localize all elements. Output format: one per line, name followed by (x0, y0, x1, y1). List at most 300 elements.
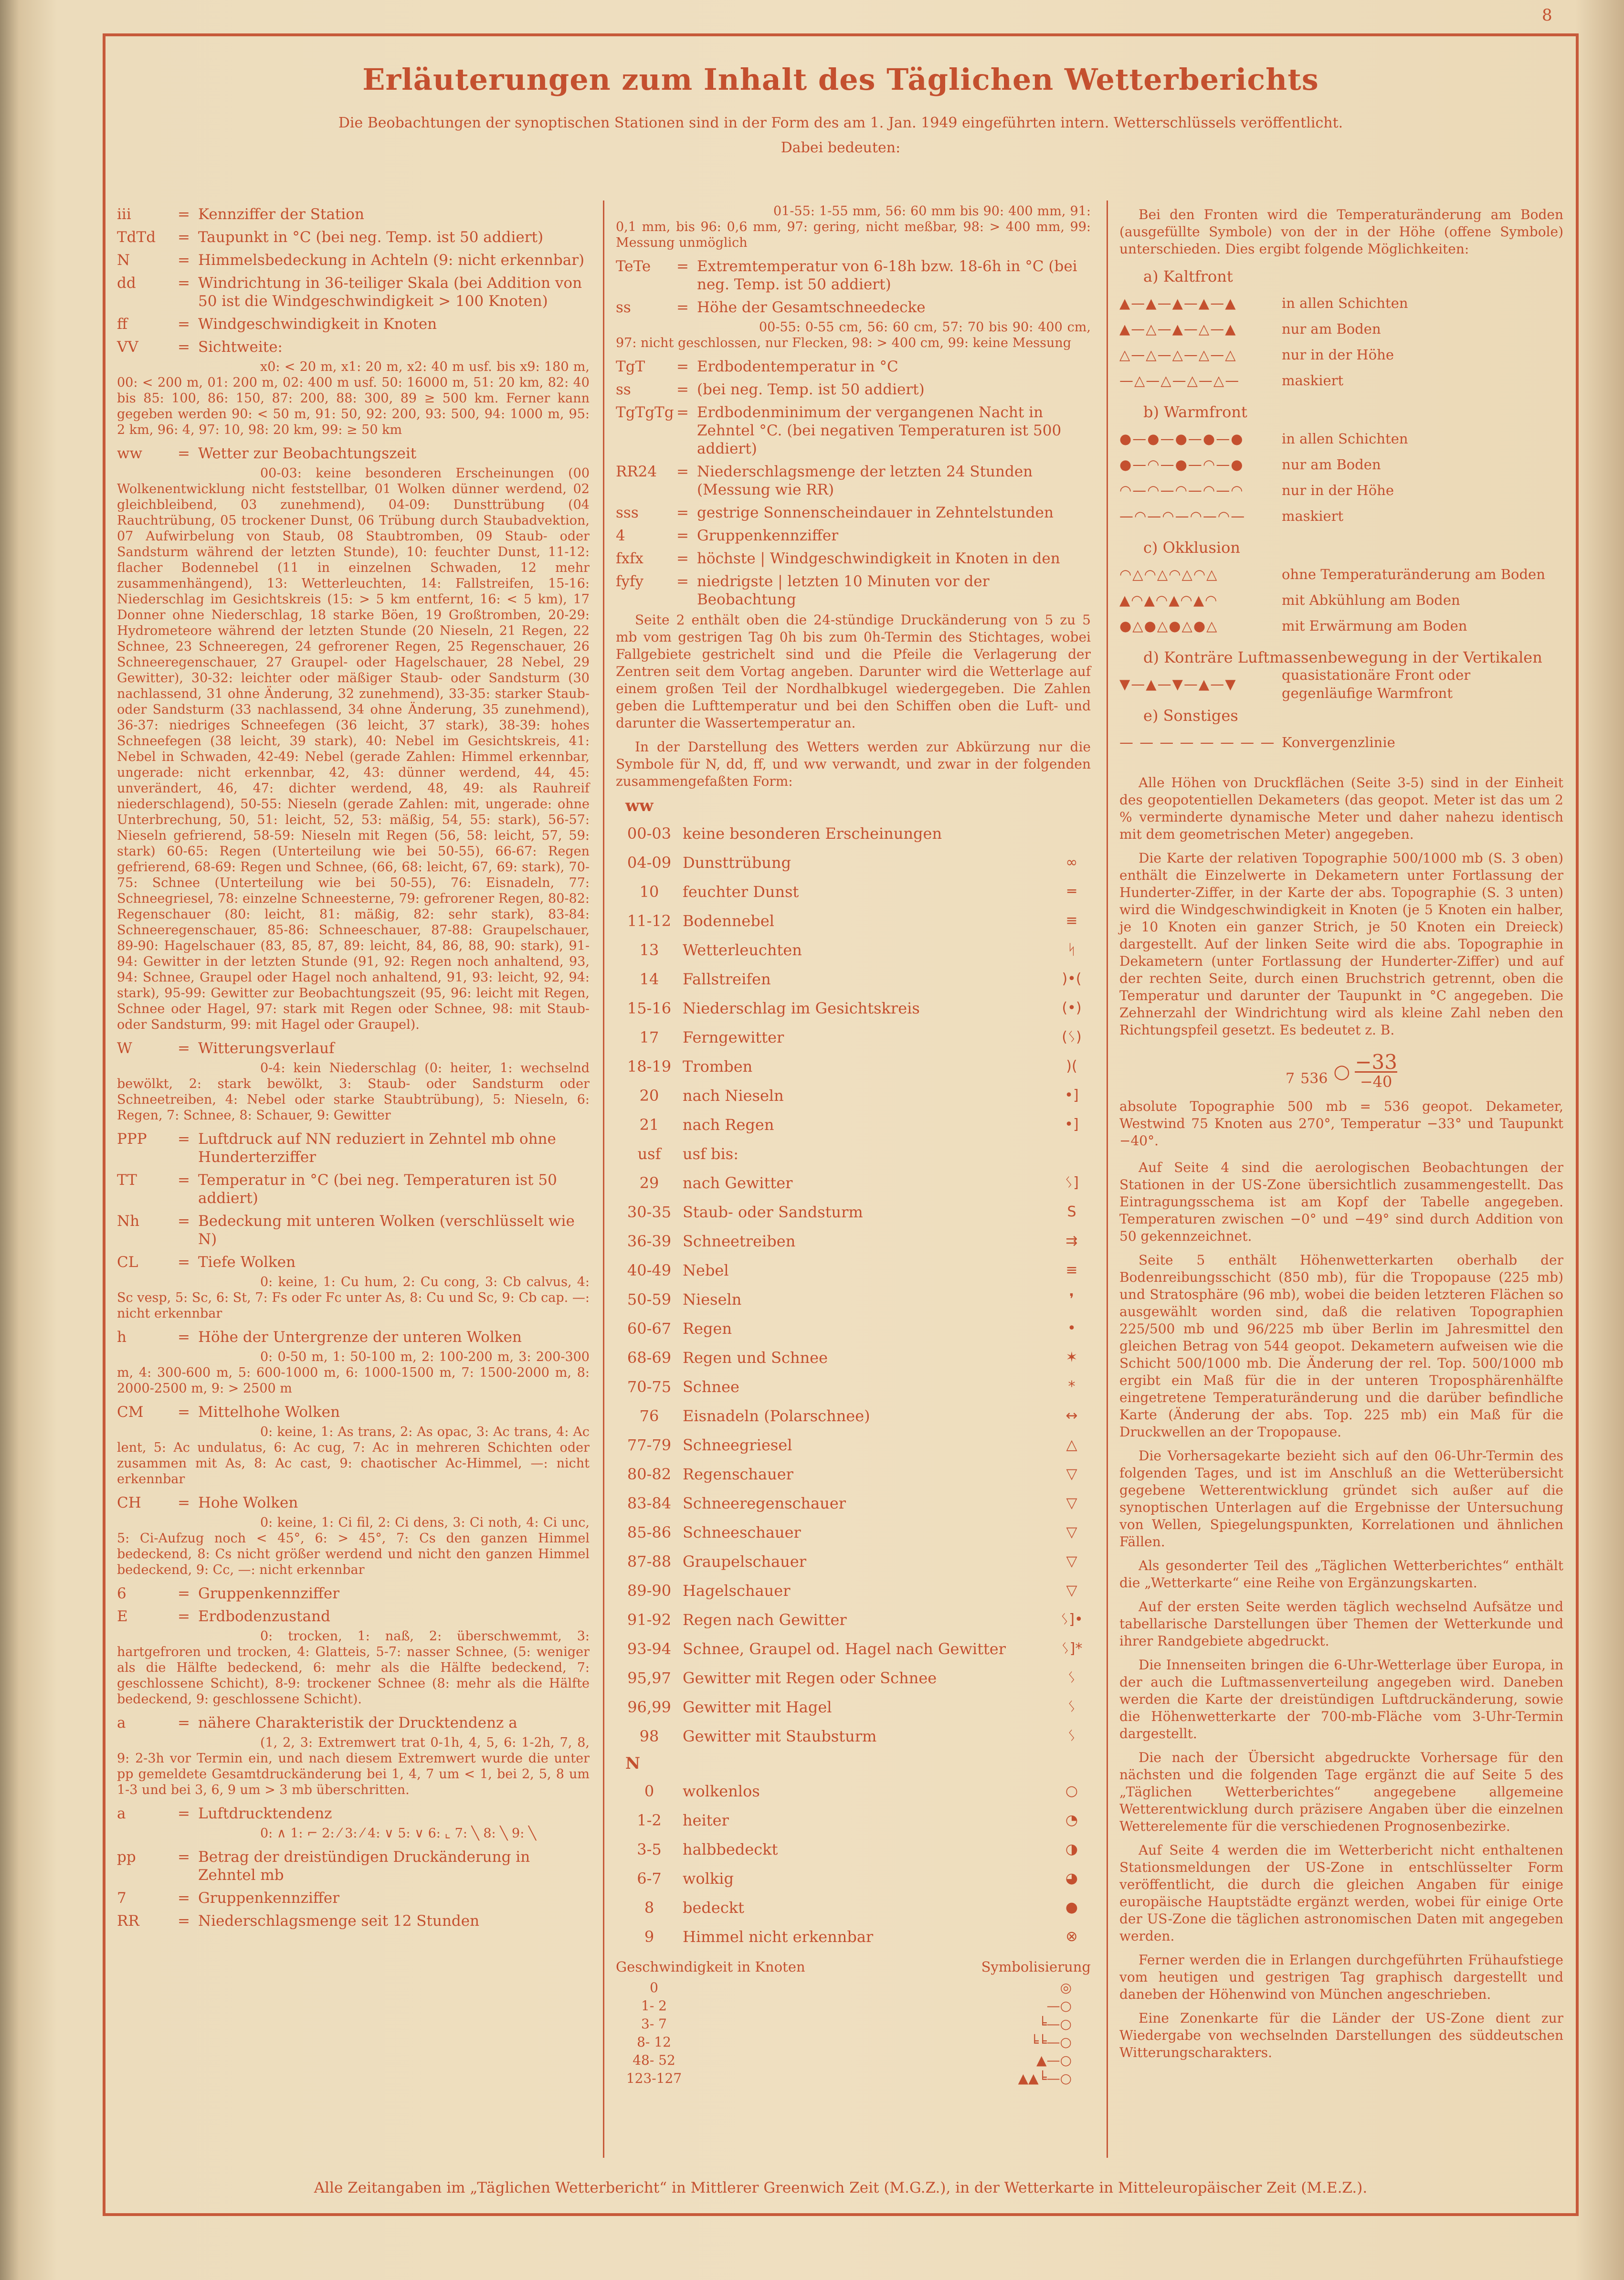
front-legend-text: nur am Boden (1282, 456, 1381, 473)
front-legend-text: mit Erwärmung am Boden (1282, 618, 1467, 634)
legend-row (616, 935, 1091, 964)
legend-row (616, 1314, 1091, 1343)
definition-row (616, 380, 1091, 399)
legend-row (616, 1256, 1091, 1285)
wind-legend-row (616, 2033, 1091, 2051)
front-symbol-icon: ●△●△●△●△ (1119, 618, 1218, 634)
wind-legend-row (616, 2015, 1091, 2033)
front-legend-row (1119, 561, 1563, 587)
definition-code: W (117, 1040, 132, 1057)
front-symbol-icon: ●—●—●—●—● (1119, 431, 1244, 447)
front-legend-text: maskiert (1282, 508, 1344, 524)
definition-text: Höhe der Untergrenze der unteren Wolken (198, 1329, 522, 1346)
weather-symbol-icon: ▽ (1066, 1465, 1077, 1482)
front-type-heading: b) Warmfront (1143, 403, 1247, 421)
legend-row (616, 1052, 1091, 1081)
legend-text: Hagelschauer (683, 1581, 791, 1600)
definition-row (616, 504, 1091, 522)
legend-text: Schnee (683, 1377, 739, 1396)
wind-legend-header (616, 1958, 1091, 1976)
front-legend-row (1119, 667, 1563, 701)
legend-text: Dunsttrübung (683, 853, 791, 872)
legend-code: 6-7 (637, 1869, 662, 1888)
definition-code: pp (117, 1848, 136, 1866)
front-symbol-icon: —△—△—△—△— (1119, 372, 1240, 389)
front-symbol-icon: ◠—◠—◠—◠—◠ (1119, 482, 1244, 498)
weather-symbol-icon: ≡ (1065, 1261, 1078, 1278)
definition-row (616, 358, 1091, 376)
front-legend-row (1119, 613, 1563, 639)
definition-detail: 0: ∧ 1: ⌐ 2: ⁄ 3: ⁄ 4: ∨ 5: ∨ 6: ⌞ 7: ╲ 8: ╲ 9: ╲ (260, 1826, 537, 1841)
equals-sign: = (178, 1585, 190, 1602)
legend-code: 95,97 (627, 1668, 671, 1687)
definition-detail: 0: keine, 1: Ci fil, 2: Ci dens, 3: Ci noth, 4: Ci unc, 5: Ci-Aufzug noch < 45°, 6: > 45°, 7: Cs den ganzen Himmel bedeckend, 8: Cs nicht größer werdend und nicht den ganzen Himmel bedeckend, 9: Cc, —: nicht erkennbar (117, 1515, 590, 1577)
front-legend-row (1119, 587, 1563, 613)
legend-row (616, 1139, 1091, 1168)
weather-symbol-icon: ᛊ (1067, 1727, 1076, 1744)
definition-code: PPP (117, 1130, 147, 1148)
legend-code: 91-92 (627, 1610, 672, 1629)
front-legend-text: maskiert (1282, 372, 1344, 389)
definition-text: Höhe der Gesamtschneedecke (697, 299, 926, 316)
front-legend-row (1119, 316, 1563, 342)
legend-text: Regen nach Gewitter (683, 1610, 847, 1629)
wind-barb-icon: —○ (1046, 1998, 1072, 2014)
legend-text: Gewitter mit Staubsturm (683, 1727, 877, 1745)
definition-text: Taupunkt in °C (bei neg. Temp. ist 50 addiert) (198, 229, 544, 246)
definition-text: Niederschlagsmenge seit 12 Stunden (198, 1912, 480, 1930)
column-divider-2 (1107, 201, 1108, 2158)
weather-symbol-icon: ⇉ (1065, 1232, 1078, 1249)
wind-legend-row (616, 1979, 1091, 1997)
definition-code: 7 (117, 1889, 127, 1907)
legend-code: 18-19 (627, 1057, 672, 1076)
legend-code: 1-2 (637, 1811, 662, 1829)
definition-text: gestrige Sonnenscheindauer in Zehntelstunden (697, 504, 1054, 521)
weather-symbol-icon: ⊗ (1065, 1928, 1078, 1945)
seite2-text: Seite 2 enthält oben die 24-stündige Druckänderung von 5 zu 5 mb vom gestrigen Tag 0h bis zum 0h-Termin des Stichtages, wobei Fallgebiete gestrichelt sind und die Pfeile die Verlagerung der Zentren seit dem Vortag angeben. Darunter wird die Wetterlage auf einem großen Teil der Nordhalbkugel wiedergegeben. Die Zahlen geben die Lufttemperatur und bei den Schiffen oben die Luft- und darunter die Wassertemperatur an. (616, 612, 1091, 731)
definition-row (117, 1607, 590, 1626)
ww-legend-label: ww (625, 796, 654, 815)
definition-text: Kennziffer der Station (198, 206, 364, 223)
equals-sign: = (676, 258, 689, 275)
front-legend-text: quasistationäre Front oder gegenläufige Warmfront (1282, 667, 1471, 701)
legend-row (616, 1226, 1091, 1256)
legend-row (616, 877, 1091, 906)
definition-row (117, 1494, 590, 1512)
legend-code: 29 (639, 1173, 659, 1192)
weather-symbol-icon: (ᛊ) (1062, 1028, 1082, 1045)
legend-text: Graupelschauer (683, 1552, 807, 1571)
definition-text: Witterungsverlauf (198, 1040, 335, 1057)
weather-symbol-icon: ᛊ]* (1061, 1640, 1083, 1657)
front-legend-row (1119, 342, 1563, 368)
legend-row (616, 848, 1091, 877)
definition-row (117, 338, 590, 356)
equals-sign: = (178, 1805, 190, 1822)
legend-row (616, 819, 1091, 848)
ww-code: ww (117, 445, 143, 462)
body-paragraph: Seite 5 enthält Höhenwetterkarten oberhalb der Bodenreibungsschicht (850 mb), für die Tropopause (225 mb) und Stratosphäre (96 mb), wobei die beiden letzteren Flächen so ausgewählt worden sind, daß die relativen Topographien 225/500 mb und 96/225 mb über Berlin im Jahresmittel den gleichen Betrag von 544 geopot. Dekametern aufweisen wie die Schicht 500/1000 mb. Die Änderung der rel. Top. 500/1000 mb ergibt ein Maß für die in der unteren Troposphärenhälfte eingetretene Temperaturänderung und die darüber befindliche Karte (Änderung der abs. Top. 225 mb) ein Maß für die Druckwellen an der Tropopause. (1119, 1252, 1563, 1440)
weather-symbol-icon: )•( (1062, 970, 1082, 987)
equals-sign: = (178, 206, 190, 223)
legend-text: Gewitter mit Hagel (683, 1698, 832, 1716)
legend-text: Regen (683, 1319, 732, 1338)
ww-def: Wetter zur Beobachtungszeit (198, 445, 417, 462)
definition-code: 4 (616, 527, 625, 544)
wind-speed-code: 123-127 (626, 2070, 682, 2086)
legend-row (616, 1081, 1091, 1110)
legend-row (616, 1805, 1091, 1835)
legend-text: feuchter Dunst (683, 882, 799, 901)
definition-row (117, 1130, 590, 1166)
body-paragraph: Eine Zonenkarte für die Länder der US-Zone dient zur Wiedergabe von wechselnden Darstellungen des süddeutschen Witterungscharakters. (1119, 2010, 1563, 2060)
definition-text: Tiefe Wolken (198, 1254, 296, 1271)
legend-code: 8 (644, 1898, 654, 1917)
legend-row (616, 1343, 1091, 1372)
legend-row (616, 1864, 1091, 1893)
legend-text: nach Regen (683, 1115, 774, 1134)
equals-sign: = (178, 1130, 190, 1148)
legend-text: Tromben (683, 1057, 753, 1076)
definition-row (117, 315, 590, 333)
example-wind-number: 7 (1286, 1070, 1295, 1087)
legend-row (616, 906, 1091, 935)
weather-symbol-icon: ○ (1065, 1782, 1078, 1799)
definition-detail: 0: trocken, 1: naß, 2: überschwemmt, 3: hartgefroren und trocken, 4: Glatteis, 5-7: nasser Schnee, (5: weniger als die Hälfte bedeckend, 6: mehr als die Hälfte bedeckend, 7: geschlossene Schicht), 8-9: trockener Schnee (8: mehr als die Hälfte bedeckend, 9: geschlossene Schicht). (117, 1629, 590, 1707)
definition-code: TeTe (616, 258, 651, 275)
definition-row (616, 257, 1091, 294)
front-symbol-icon: ▼—▲—▼—▲—▼ (1119, 676, 1237, 692)
legend-text: nach Gewitter (683, 1173, 793, 1192)
legend-code: 76 (639, 1406, 659, 1425)
legend-code: 04-09 (627, 853, 672, 872)
front-legend-row (1119, 452, 1563, 477)
body-paragraph: Ferner werden die in Erlangen durchgeführten Frühaufstiege vom heutigen und gestrigen Tag graphisch dargestellt und daneben der Höhenwind von München angeschrieben. (1119, 1952, 1563, 2002)
legend-code: 93-94 (627, 1639, 672, 1658)
legend-row (616, 1835, 1091, 1864)
definition-text: Bedeckung mit unteren Wolken (verschlüsselt wie N) (198, 1213, 575, 1248)
definition-row (117, 1912, 590, 1930)
wind-barb-icon: ╘╘—○ (1030, 2034, 1072, 2050)
definition-row (117, 1171, 590, 1207)
legend-row (616, 1372, 1091, 1401)
definition-code: Nh (117, 1213, 140, 1230)
definition-row (616, 298, 1091, 317)
definition-code: dd (117, 274, 136, 292)
weather-symbol-icon: ᛋ (1067, 941, 1076, 958)
example-dewpoint: −40 (1360, 1072, 1392, 1091)
ww-text: 00-03: keine besonderen Erscheinungen (00 Wolkenentwicklung nicht feststellbar, 01 Wolken dünner werdend, 02 gleichbleibend, 03 zunehmend), 04-09: Dunsttrübung (04 Rauchtrübung, 05 trockener Dunst, 06 Trübung durch Staubadvektion, 07 Aufwirbelung von Staub, 08 Staubtromben, 09 Staub- oder Sandsturm während der letzten Stunde), 10: feuchter Dunst, 11-12: flacher Bodennebel (11 in einzelnen Schwaden, 12 mehr zusammenhängend), 13: Wetterleuchten, 14: Fallstreifen, 15-16: Niederschlag im Gesichtskreis (15: > 5 km entfernt, 16: < 5 km), 17 Donner ohne Niederschlag, 18 starke Böen, 19 Großtromben, 20-29: Hydrometeore während der letzten Stunde (20 Nieseln, 21 Regen, 22 Schnee, 23 Schneeregen, 24 gefrorener Regen, 25 Regenschauer, 26 Schneeregenschauer, 27 Graupel- oder Hagelschauer, 28 Nebel, 29 Gewitter), 30-32: leichter oder mäßiger Staub- oder Sandsturm (30 nachlassend, 31 ohne Änderung, 32 zunehmend), 33-35: starker Staub- oder Sandsturm (33 nachlassend, 34 ohne Änderung, 35 zunehmend), 36-37: niedriges Schneefegen (36 leicht, 37 stark), 38-39: hohes Schneefegen (38 leicht, 39 stark), 40: Nebel im Gesichtskreis, 41: Nebel in Schwaden, 42-49: Nebel (gerade Zahlen: Himmel erkennbar, ungerade: nicht erkennbar, 42, 43: dünner werdend, 44, 45: unverändert, 46, 47: dichter werdend, 48, 49: als Rauhreif niederschlagend), 50-55: Nieseln (gerade Zahlen: mit, ungerade: ohne Unterbrechung, 50, 51: leicht, 52, 53: mäßig, 54, 55: stark), 56-57: Nieseln gefrierend, 58-59: Nieseln mit Regen (56, 58: leicht, 57, 59: stark) 60-65: Regen (Unterteilung wie bei 50-55), 66-67: Regen gefrierend, 68-69: Regen und Schnee, (66, 68: leicht, 67, 69: stark), 70-75: Schnee (Unterteilung wie bei 50-55), 76: Eisnadeln, 77: Schneegriesel, 78: einzelne Schneesterne, 79: gefrorener Regen, 80-82: Regenschauer (80: leicht, 81: mäßig, 82: sehr stark), 83-84: Schneeregenschauer, 85-86: Schneeschauer, 87-88: Graupelschauer, 89-90: Hagelschauer (83, 85, 87, 89: leicht, 84, 86, 88, 90: stark), 91-94: Gewitter in der letzten Stunde (91, 92: Regen noch anhaltend, 93, 94: Schnee, Graupel oder Hagel noch anhaltend, 91, 93: leicht, 92, 94: stark), 95-99: Gewitter zur Beobachtungszeit (95, 96: leicht mit Regen, Schnee oder Hagel, 97: stark mit Regen oder Schnee, 98: mit Staub- oder Sandsturm, 99: mit Hagel oder Graupel). (117, 466, 590, 1032)
definition-text: Extremtemperatur von 6-18h bzw. 18-6h in °C (bei neg. Temp. ist 50 addiert) (697, 258, 1077, 293)
column-left (117, 201, 590, 1933)
legend-text: Schneeschauer (683, 1523, 801, 1541)
definition-row (117, 1039, 590, 1057)
front-symbol-icon: ◠△◠△◠△◠△ (1119, 566, 1218, 582)
front-legend-text: ohne Temperaturänderung am Boden (1282, 566, 1545, 582)
definition-text: Betrag der dreistündigen Druckänderung in Zehntel mb (198, 1848, 530, 1884)
front-legend-text: nur in der Höhe (1282, 347, 1394, 363)
front-legend-text: in allen Schichten (1282, 431, 1408, 447)
legend-text: wolkig (683, 1869, 734, 1888)
wind-speed-code: 3- 7 (641, 2016, 667, 2032)
legend-text: Schnee, Graupel od. Hagel nach Gewitter (683, 1639, 1006, 1658)
front-legend-row (1119, 503, 1563, 529)
equals-sign: = (676, 573, 689, 590)
definition-row (616, 527, 1091, 545)
equals-sign: = (676, 381, 689, 398)
definition-row (117, 1403, 590, 1421)
front-symbol-icon: ▲—▲—▲—▲—▲ (1119, 295, 1237, 311)
legend-row (616, 1634, 1091, 1663)
definition-text: Gruppenkennziffer (697, 527, 839, 544)
definition-row (117, 1714, 590, 1732)
legend-row (616, 1168, 1091, 1197)
legend-text: Himmel nicht erkennbar (683, 1927, 874, 1946)
legend-text: Gewitter mit Regen oder Schnee (683, 1668, 937, 1687)
column-middle (616, 201, 1091, 2088)
footer-note: Alle Zeitangaben im „Täglichen Wetterbericht“ in Mittlerer Greenwich Zeit (M.G.Z.), in der Wetterkarte in Mitteleuropäischer Zeit (M.E.Z.). (314, 2179, 1368, 2196)
body-paragraph: Die nach der Übersicht abgedruckte Vorhersage für den nächsten und die folgenden Tage ergänzt die auf Seite 5 des „Täglichen Wetterberichtes“ angegebene allgemeine Wetterentwicklung durch präzisere Angaben über die einzelnen Wetterelemente für die verschiedenen Prognosenbezirke. (1119, 1750, 1563, 1834)
legend-row (616, 1401, 1091, 1430)
legend-code: 98 (639, 1727, 659, 1745)
legend-code: 0 (644, 1782, 654, 1800)
weather-symbol-icon: △ (1066, 1436, 1077, 1453)
definition-row (117, 1848, 590, 1884)
equals-sign: = (676, 504, 689, 521)
definition-code: iii (117, 206, 131, 223)
definition-code: fxfx (616, 550, 643, 567)
definition-text: Windgeschwindigkeit in Knoten (198, 316, 437, 333)
legend-code: usf (637, 1144, 661, 1163)
fronts-legend (1119, 267, 1563, 755)
legend-code: 21 (639, 1115, 659, 1134)
definition-code: ss (616, 299, 631, 316)
equals-sign: = (178, 229, 190, 246)
equals-sign: = (178, 1040, 190, 1057)
equals-sign: = (178, 338, 190, 356)
definition-text: niedrigste | letzten 10 Minuten vor der Beobachtung (697, 573, 990, 608)
weather-symbol-icon: ↔ (1065, 1407, 1078, 1424)
definition-text: Erdbodenzustand (198, 1608, 330, 1625)
wind-speed-code: 0 (650, 1980, 658, 1995)
definition-text: Gruppenkennziffer (198, 1585, 340, 1602)
legend-code: 11-12 (627, 911, 672, 930)
legend-code: 83-84 (627, 1494, 672, 1512)
legend-code: 60-67 (627, 1319, 672, 1338)
legend-row (616, 1721, 1091, 1751)
front-symbol-icon: ▲—△—▲—△—▲ (1119, 321, 1237, 337)
wind-speed-code: 48- 52 (633, 2052, 675, 2068)
equals-sign: = (178, 274, 190, 292)
column-right (1119, 201, 1563, 2068)
front-symbol-icon: ▲◠▲◠▲◠▲◠ (1119, 592, 1218, 608)
body-paragraph: Als gesonderter Teil des „Täglichen Wetterberichtes“ enthält die „Wetterkarte“ eine Reihe von Ergänzungskarten. (1119, 1558, 1563, 1591)
legend-row (616, 1547, 1091, 1576)
definition-code: VV (117, 338, 138, 356)
definition-text: Mittelhohe Wolken (198, 1404, 340, 1421)
equals-sign: = (178, 252, 190, 269)
legend-row (616, 993, 1091, 1023)
body-paragraph: Auf Seite 4 werden die im Wetterbericht nicht enthaltenen Stationsmeldungen der US-Zone in entschlüsselter Form veröffentlicht, die durch die gleichen Angaben für einige europäische Hauptstädte ergänzt werden, wobei für einige Orte der US-Zone die täglichen astronomischen Daten mit angegeben werden. (1119, 1842, 1563, 1944)
front-symbol-icon: — — — — — — — — (1119, 734, 1276, 750)
definition-row (117, 1328, 590, 1346)
equals-sign: = (676, 550, 689, 567)
definition-code: a (117, 1805, 126, 1822)
legend-code: 30-35 (627, 1203, 672, 1221)
wind-barb-icon: ◎ (1060, 1980, 1072, 1995)
legend-code: 14 (639, 970, 659, 988)
legend-text: heiter (683, 1811, 729, 1829)
definition-text: Windrichtung in 36-teiliger Skala (bei Addition von 50 ist die Windgeschwindigkeit > 100 Knoten) (198, 274, 582, 310)
wind-header-left: Geschwindigkeit in Knoten (616, 1959, 805, 1975)
page-title: Erläuterungen zum Inhalt des Täglichen Wetterberichts (362, 62, 1319, 97)
definition-code: E (117, 1608, 128, 1625)
weather-symbol-icon: ∞ (1065, 854, 1078, 871)
legend-text: bedeckt (683, 1898, 745, 1917)
definition-detail: 0-4: kein Niederschlag (0: heiter, 1: wechselnd bewölkt, 2: stark bewölkt, 3: Staub- oder Sandsturm oder Schneetreiben, 4: Nebel oder starke Staubtrübung), 5: Nieseln, 6: Regen, 7: Schnee, 8: Schauer, 9: Gewitter (117, 1061, 590, 1123)
definition-row (117, 1584, 590, 1603)
weather-symbol-icon: •] (1065, 1087, 1079, 1104)
legend-code: 85-86 (627, 1523, 672, 1541)
front-legend-row (1119, 477, 1563, 503)
weather-symbol-icon: ✶ (1065, 1349, 1078, 1366)
definition-text: (bei neg. Temp. ist 50 addiert) (697, 381, 925, 398)
definition-row (616, 403, 1091, 458)
definition-text: Erdbodenminimum der vergangenen Nacht in Zehntel °C. (bei negativen Temperaturen ist 500 addiert) (697, 404, 1062, 457)
definition-row (117, 251, 590, 269)
equals-sign: = (178, 1213, 190, 1230)
legend-code: 40-49 (627, 1261, 672, 1279)
weather-symbol-icon: ᛊ (1067, 1669, 1076, 1686)
legend-code: 68-69 (627, 1348, 672, 1367)
legend-row (616, 1576, 1091, 1605)
legend-code: 70-75 (627, 1377, 672, 1396)
weather-symbol-icon: ▽ (1066, 1582, 1077, 1599)
weather-symbol-icon: ᛊ] (1065, 1174, 1079, 1191)
legend-row (616, 1922, 1091, 1951)
legend-row (616, 1023, 1091, 1052)
legend-text: Bodennebel (683, 911, 775, 930)
definition-detail: 0: 0-50 m, 1: 50-100 m, 2: 100-200 m, 3: 200-300 m, 4: 300-600 m, 5: 600-1000 m, 6: 1000-1500 m, 7: 1500-2000 m, 8: 2000-2500 m, 9: > 2500 m (117, 1350, 590, 1396)
definition-code: TgTgTg (616, 404, 674, 421)
weather-symbol-icon: ◑ (1065, 1840, 1078, 1858)
legend-code: 15-16 (627, 999, 672, 1017)
definition-code: 6 (117, 1585, 127, 1602)
legend-code: 50-59 (627, 1290, 672, 1309)
equals-sign: = (178, 1494, 190, 1511)
seite2b-text: In der Darstellung des Wetters werden zur Abkürzung nur die Symbole für N, dd, ff, und ww verwandt, und zwar in der folgenden zusammengefaßten Form: (616, 739, 1091, 789)
equals-sign: = (178, 1714, 190, 1731)
definition-text: Luftdruck auf NN reduziert in Zehntel mb ohne Hunderterziffer (198, 1130, 556, 1166)
definition-text: Temperatur in °C (bei neg. Temperaturen ist 50 addiert) (198, 1172, 557, 1207)
definition-code: CL (117, 1254, 138, 1271)
equals-sign: = (676, 463, 689, 480)
example-explanation: absolute Topographie 500 mb = 536 geopot. Dekameter, Westwind 75 Knoten aus 270°, Temperatur −33° und Taupunkt −40°. (1119, 1098, 1563, 1149)
front-symbol-icon: △—△—△—△—△ (1119, 347, 1237, 363)
weather-symbol-icon: )( (1066, 1057, 1077, 1075)
vv-text: x0: < 20 m, x1: 20 m, x2: 40 m usf. bis x9: 180 m, 00: < 200 m, 01: 200 m, 02: 400 m usf. 50: 16000 m, 51: 20 km, 82: 40 bis 85: 100, 86: 150, 87: 200, 88: 300, 89 ≥ 500 km. Ferner kann gegeben werden 90: < 50 m, 91: 50, 92: 200, 93: 500, 94: 1000 m, 95: 2 km, 96: 4, 97: 10, 98: 20 km, 99: ≥ 50 km (117, 359, 590, 437)
equals-sign: = (178, 1404, 190, 1421)
legend-code: 89-90 (627, 1581, 672, 1600)
body-paragraph: Die Karte der relativen Topographie 500/1000 mb (S. 3 oben) enthält die Einzelwerte in Dekametern unter Fortlassung der Hunderter-Ziffer, in der Karte der abs. Topographie (S. 3 unten) wird die Windgeschwindigkeit in Knoten (je 5 Knoten ein halber, je 10 Knoten ein ganzer Strich, je 50 Knoten ein Dreieck) dargestellt. Auf der linken Seite wird die abs. Topographie in Dekametern (unter Fortlassung der Hunderter-Ziffer) und auf der rechten Seite, durch einen Bruchstrich getrennt, oben die Temperatur und darunter der Taupunkt in °C angegeben. Die Zehnerzahl der Windrichtung wird als kleine Zahl neben den Richtungspfeil gesetzt. Es bedeutet z. B. (1119, 850, 1563, 1038)
definition-detail: 0: keine, 1: Cu hum, 2: Cu cong, 3: Cb calvus, 4: Sc vesp, 5: Sc, 6: St, 7: Fs oder Fc unter As, 8: Cu und Sc, 9: Cb cap. —: nicht erkennbar (117, 1275, 590, 1321)
wind-legend-row (616, 2069, 1091, 2088)
legend-code: 20 (639, 1086, 659, 1105)
definition-code: h (117, 1329, 127, 1346)
wind-speed-code: 8- 12 (637, 2034, 671, 2050)
fronts-intro: Bei den Fronten wird die Temperaturänderung am Boden (ausgefüllte Symbole) von der in der Höhe (offene Symbole) unterschieden. Dies ergibt folgende Möglichkeiten: (1119, 207, 1563, 257)
topography-example (1119, 1045, 1563, 1098)
body-paragraph: Auf der ersten Seite werden täglich wechselnd Aufsätze und tabellarische Darstellungen über Themen der Wetterkunde und ihrer Randgebiete abgedruckt. (1119, 1599, 1563, 1649)
front-legend-text: nur am Boden (1282, 321, 1381, 337)
legend-row (616, 1776, 1091, 1805)
example-temperature: −33 (1355, 1050, 1397, 1074)
page-stamp: 8 (1542, 6, 1552, 25)
front-symbol-icon: ●—◠—●—◠—● (1119, 456, 1244, 473)
definition-row (117, 228, 590, 246)
front-legend-row (1119, 290, 1563, 316)
definition-detail: 0: keine, 1: As trans, 2: As opac, 3: Ac trans, 4: Ac lent, 5: Ac undulatus, 6: Ac cug, 7: Ac in mehreren Schichten oder zusammen mit As, 8: Ac cast, 9: chaotischer Ac-Himmel, —: nicht erkennbar (117, 1425, 590, 1487)
equals-sign: = (178, 1889, 190, 1907)
legend-text: Regenschauer (683, 1465, 793, 1483)
legend-row (616, 1518, 1091, 1547)
legend-text: Nieseln (683, 1290, 742, 1309)
definition-code: TT (117, 1172, 137, 1189)
definition-row (616, 549, 1091, 568)
definition-detail: (1, 2, 3: Extremwert trat 0-1h, 4, 5, 6: 1-2h, 7, 8, 9: 2-3h vor Termin ein, und nach diesem Extremwert wurde die unter pp gemeldete Gesamtdruckänderung bei 1, 4, 7 um < 1, bei 2, 5, 8 um 1-3 und bei 3, 6, 9 um > 3 mb überschritten. (117, 1735, 590, 1797)
definition-text: Luftdrucktendenz (198, 1805, 332, 1822)
legend-text: Schneegriesel (683, 1436, 792, 1454)
wind-barb-icon: ╘—○ (1038, 2016, 1072, 2032)
definition-row (117, 205, 590, 223)
weather-symbol-icon: ▽ (1066, 1523, 1077, 1541)
wind-speed-code: 1- 2 (641, 1998, 667, 2014)
ww-legend-table (616, 819, 1091, 1751)
definition-row (117, 1889, 590, 1907)
legend-text: Staub- oder Sandsturm (683, 1203, 863, 1221)
front-legend-row (1119, 729, 1563, 755)
legend-text: Schneetreiben (683, 1232, 796, 1250)
weather-symbol-icon: • (1067, 1319, 1076, 1337)
definition-code: N (117, 252, 130, 269)
legend-text: usf bis: (683, 1144, 738, 1163)
weather-symbol-icon: ᛊ]• (1060, 1611, 1083, 1628)
legend-code: 10 (639, 882, 659, 901)
weather-symbol-icon: ᛊ (1067, 1698, 1076, 1715)
front-legend-row (1119, 426, 1563, 452)
n-legend-table (616, 1776, 1091, 1951)
example-height: 536 (1300, 1070, 1328, 1087)
front-legend-text: in allen Schichten (1282, 295, 1408, 311)
page-subtitle (103, 111, 1579, 160)
front-legend-row (1119, 368, 1563, 393)
legend-row (616, 1893, 1091, 1922)
legend-text: nach Nieseln (683, 1086, 784, 1105)
equals-sign: = (178, 316, 190, 333)
weather-symbol-icon: ◕ (1065, 1869, 1078, 1887)
definition-code: CH (117, 1494, 141, 1511)
legend-code: 80-82 (627, 1465, 672, 1483)
definition-code: TgT (616, 358, 645, 375)
front-type-heading: e) Sonstiges (1143, 707, 1238, 725)
legend-text: Schneeregenschauer (683, 1494, 846, 1512)
legend-row (616, 1605, 1091, 1634)
definition-text: Himmelsbedeckung in Achteln (9: nicht erkennbar) (198, 252, 585, 269)
equals-sign: = (178, 1254, 190, 1271)
legend-row (616, 1692, 1091, 1721)
legend-text: Niederschlag im Gesichtskreis (683, 999, 920, 1017)
